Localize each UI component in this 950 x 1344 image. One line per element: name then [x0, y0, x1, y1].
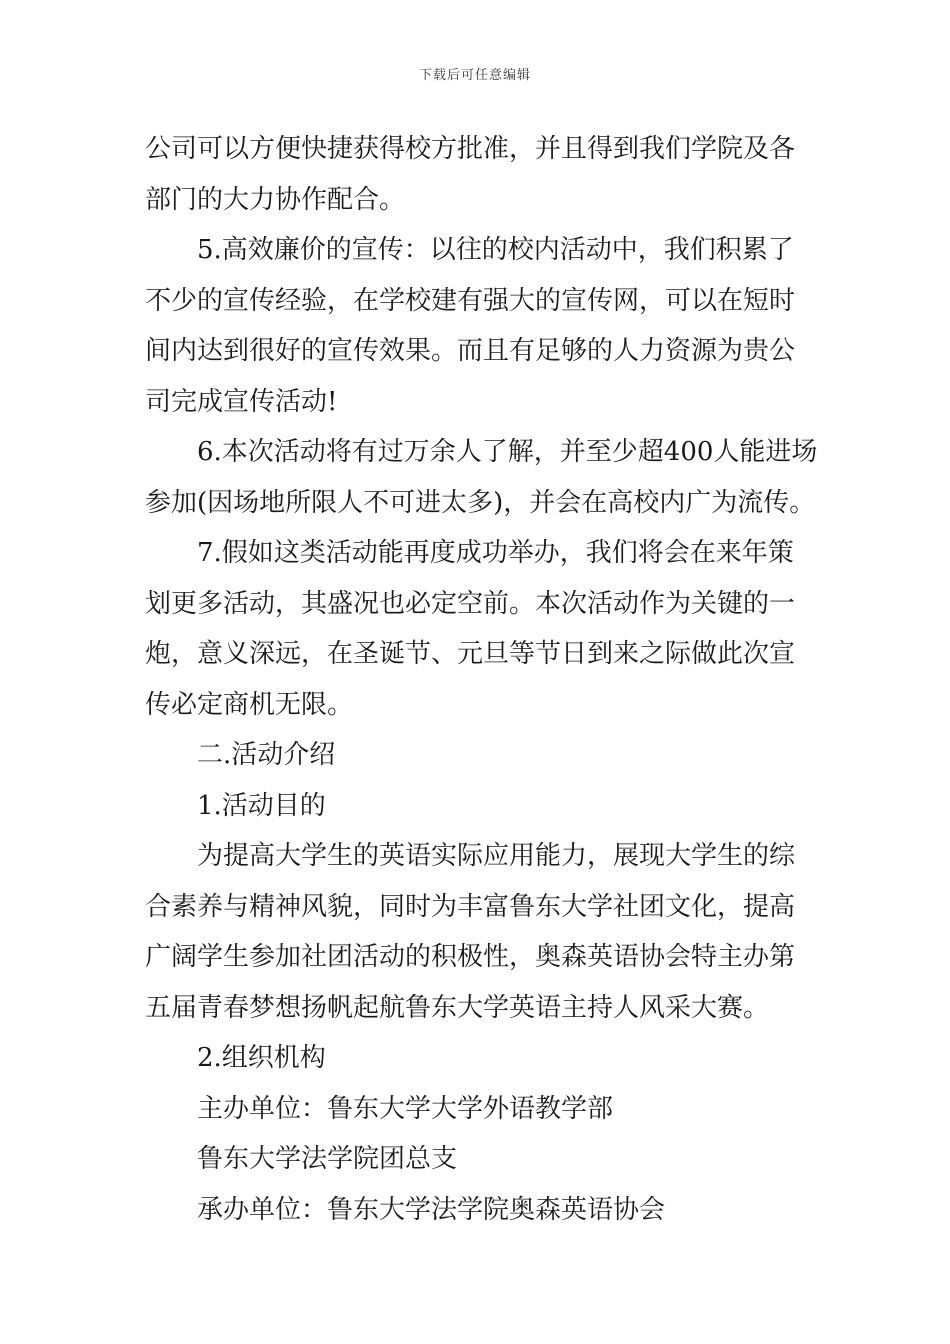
- text-line: 二.活动介绍: [197, 740, 336, 770]
- text-line: 划更多活动，其盛况也必定空前。本次活动作为关键的一: [145, 588, 796, 619]
- text-line: 鲁东大学法学院团总支: [197, 1144, 458, 1174]
- paragraph-item-7: [145, 528, 813, 579]
- text-line: 不少的宣传经验，在学校建有强大的宣传网，可以在短时: [145, 285, 796, 316]
- text-line: 1.活动目的: [197, 790, 326, 821]
- paragraph-item-5-cont: [145, 276, 813, 428]
- text-line: 司完成宣传活动!: [145, 386, 338, 417]
- subheading-organization: [145, 1033, 813, 1084]
- text-line: 传必定商机无限。: [145, 689, 354, 720]
- text-line: 公司可以方便快捷获得校方批准，并且得到我们学院及各: [145, 134, 796, 164]
- text-line: 广阔学生参加社团活动的积极性，奥森英语协会特主办第: [145, 942, 796, 972]
- text-line: 2.组织机构: [197, 1043, 326, 1073]
- text-line: 炮，意义深远，在圣诞节、元旦等节日到来之际做此次宣: [145, 639, 796, 669]
- text-line: 部门的大力协作配合。: [145, 184, 406, 215]
- paragraph-cohost: [145, 1134, 813, 1185]
- paragraph-purpose-cont: [145, 882, 813, 1034]
- paragraph-item-6: [145, 427, 818, 478]
- subheading-activity-purpose: [145, 781, 813, 832]
- paragraph-host: [145, 1084, 813, 1135]
- text-line: 间内达到很好的宣传效果。而且有足够的人力资源为贵公: [145, 336, 796, 366]
- text-line: 五届青春梦想扬帆起航鲁东大学英语主持人风采大赛。: [145, 992, 770, 1023]
- section-heading-activity-intro: [145, 730, 813, 781]
- text-line: 为提高大学生的英语实际应用能力，展现大学生的综: [197, 841, 796, 871]
- paragraph-1: [145, 124, 813, 225]
- paragraph-item-5: [145, 225, 813, 276]
- document-body: [145, 124, 818, 1235]
- paragraph-organizer: [145, 1185, 813, 1236]
- text-line: 5.高效廉价的宣传：以往的校内活动中，我们积累了: [197, 235, 794, 265]
- text-line: 7.假如这类活动能再度成功举办，我们将会在来年策: [197, 538, 794, 568]
- text-line: 主办单位：鲁东大学大学外语教学部: [197, 1093, 614, 1124]
- paragraph-item-6-cont: [145, 478, 816, 529]
- text-line: 6.本次活动将有过万余人了解，并至少超400人能进场: [197, 437, 818, 467]
- text-line: 承办单位：鲁东大学法学院奥森英语协会: [197, 1194, 666, 1225]
- paragraph-item-7-cont: [145, 579, 813, 731]
- page-header: 下载后可任意编辑: [418, 68, 531, 83]
- text-line: 参加(因场地所限人不可进太多)，并会在高校内广为流传。: [145, 487, 816, 518]
- text-line: 合素养与精神风貌，同时为丰富鲁东大学社团文化，提高: [145, 891, 796, 922]
- paragraph-purpose: [145, 831, 813, 882]
